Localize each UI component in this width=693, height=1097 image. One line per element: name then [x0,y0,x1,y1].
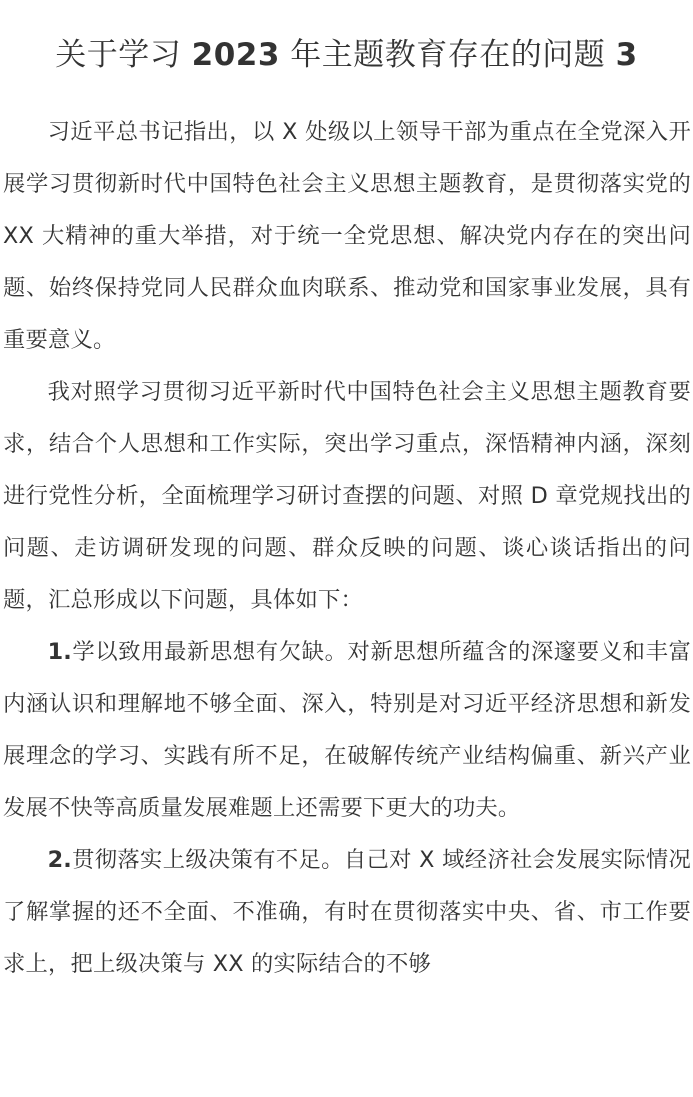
title-part-2: 年主题教育存在的问题 [279,37,616,73]
title-index: 3 [615,37,638,73]
list-item-number: 1. [47,639,72,665]
title-part-1: 关于学习 [55,37,192,73]
title-year: 2023 [191,37,280,73]
paragraph-summary: 我对照学习贯彻习近平新时代中国特色社会主义思想主题教育要求，结合个人思想和工作实际，突出学习重点，深悟精神内涵，深刻进行党性分析，全面梳理学习研讨查摆的问题、对照 D 章党规找出的问题、走访调研发现的问题、群众反映的问题、谈心谈话指出的问题，汇总形成以下问题，具体如下： [3,379,691,613]
list-item-number: 2. [47,847,72,873]
document-body [0,106,693,990]
document-title [0,0,693,80]
list-item-2 [3,834,691,990]
paragraph-intro: 习近平总书记指出，以 X 处级以上领导干部为重点在全党深入开展学习贯彻新时代中国特色社会主义思想主题教育，是贯彻落实党的 XX 大精神的重大举措，对于统一全党思想、解决党内存在的突出问题、始终保持党同人民群众血肉联系、推动党和国家事业发展，具有重要意义。 [3,119,691,353]
list-item-text: 学以致用最新思想有欠缺。对新思想所蕴含的深邃要义和丰富内涵认识和理解地不够全面、深入，特别是对习近平经济思想和新发展理念的学习、实践有所不足，在破解传统产业结构偏重、新兴产业发展不快等高质量发展难题上还需要下更大的功夫。 [3,639,691,821]
list-item-text: 贯彻落实上级决策有不足。自己对 X 域经济社会发展实际情况了解掌握的还不全面、不准确，有时在贯彻落实中央、省、市工作要求上，把上级决策与 XX 的实际结合的不够 [3,847,691,977]
list-item-1 [3,626,691,834]
